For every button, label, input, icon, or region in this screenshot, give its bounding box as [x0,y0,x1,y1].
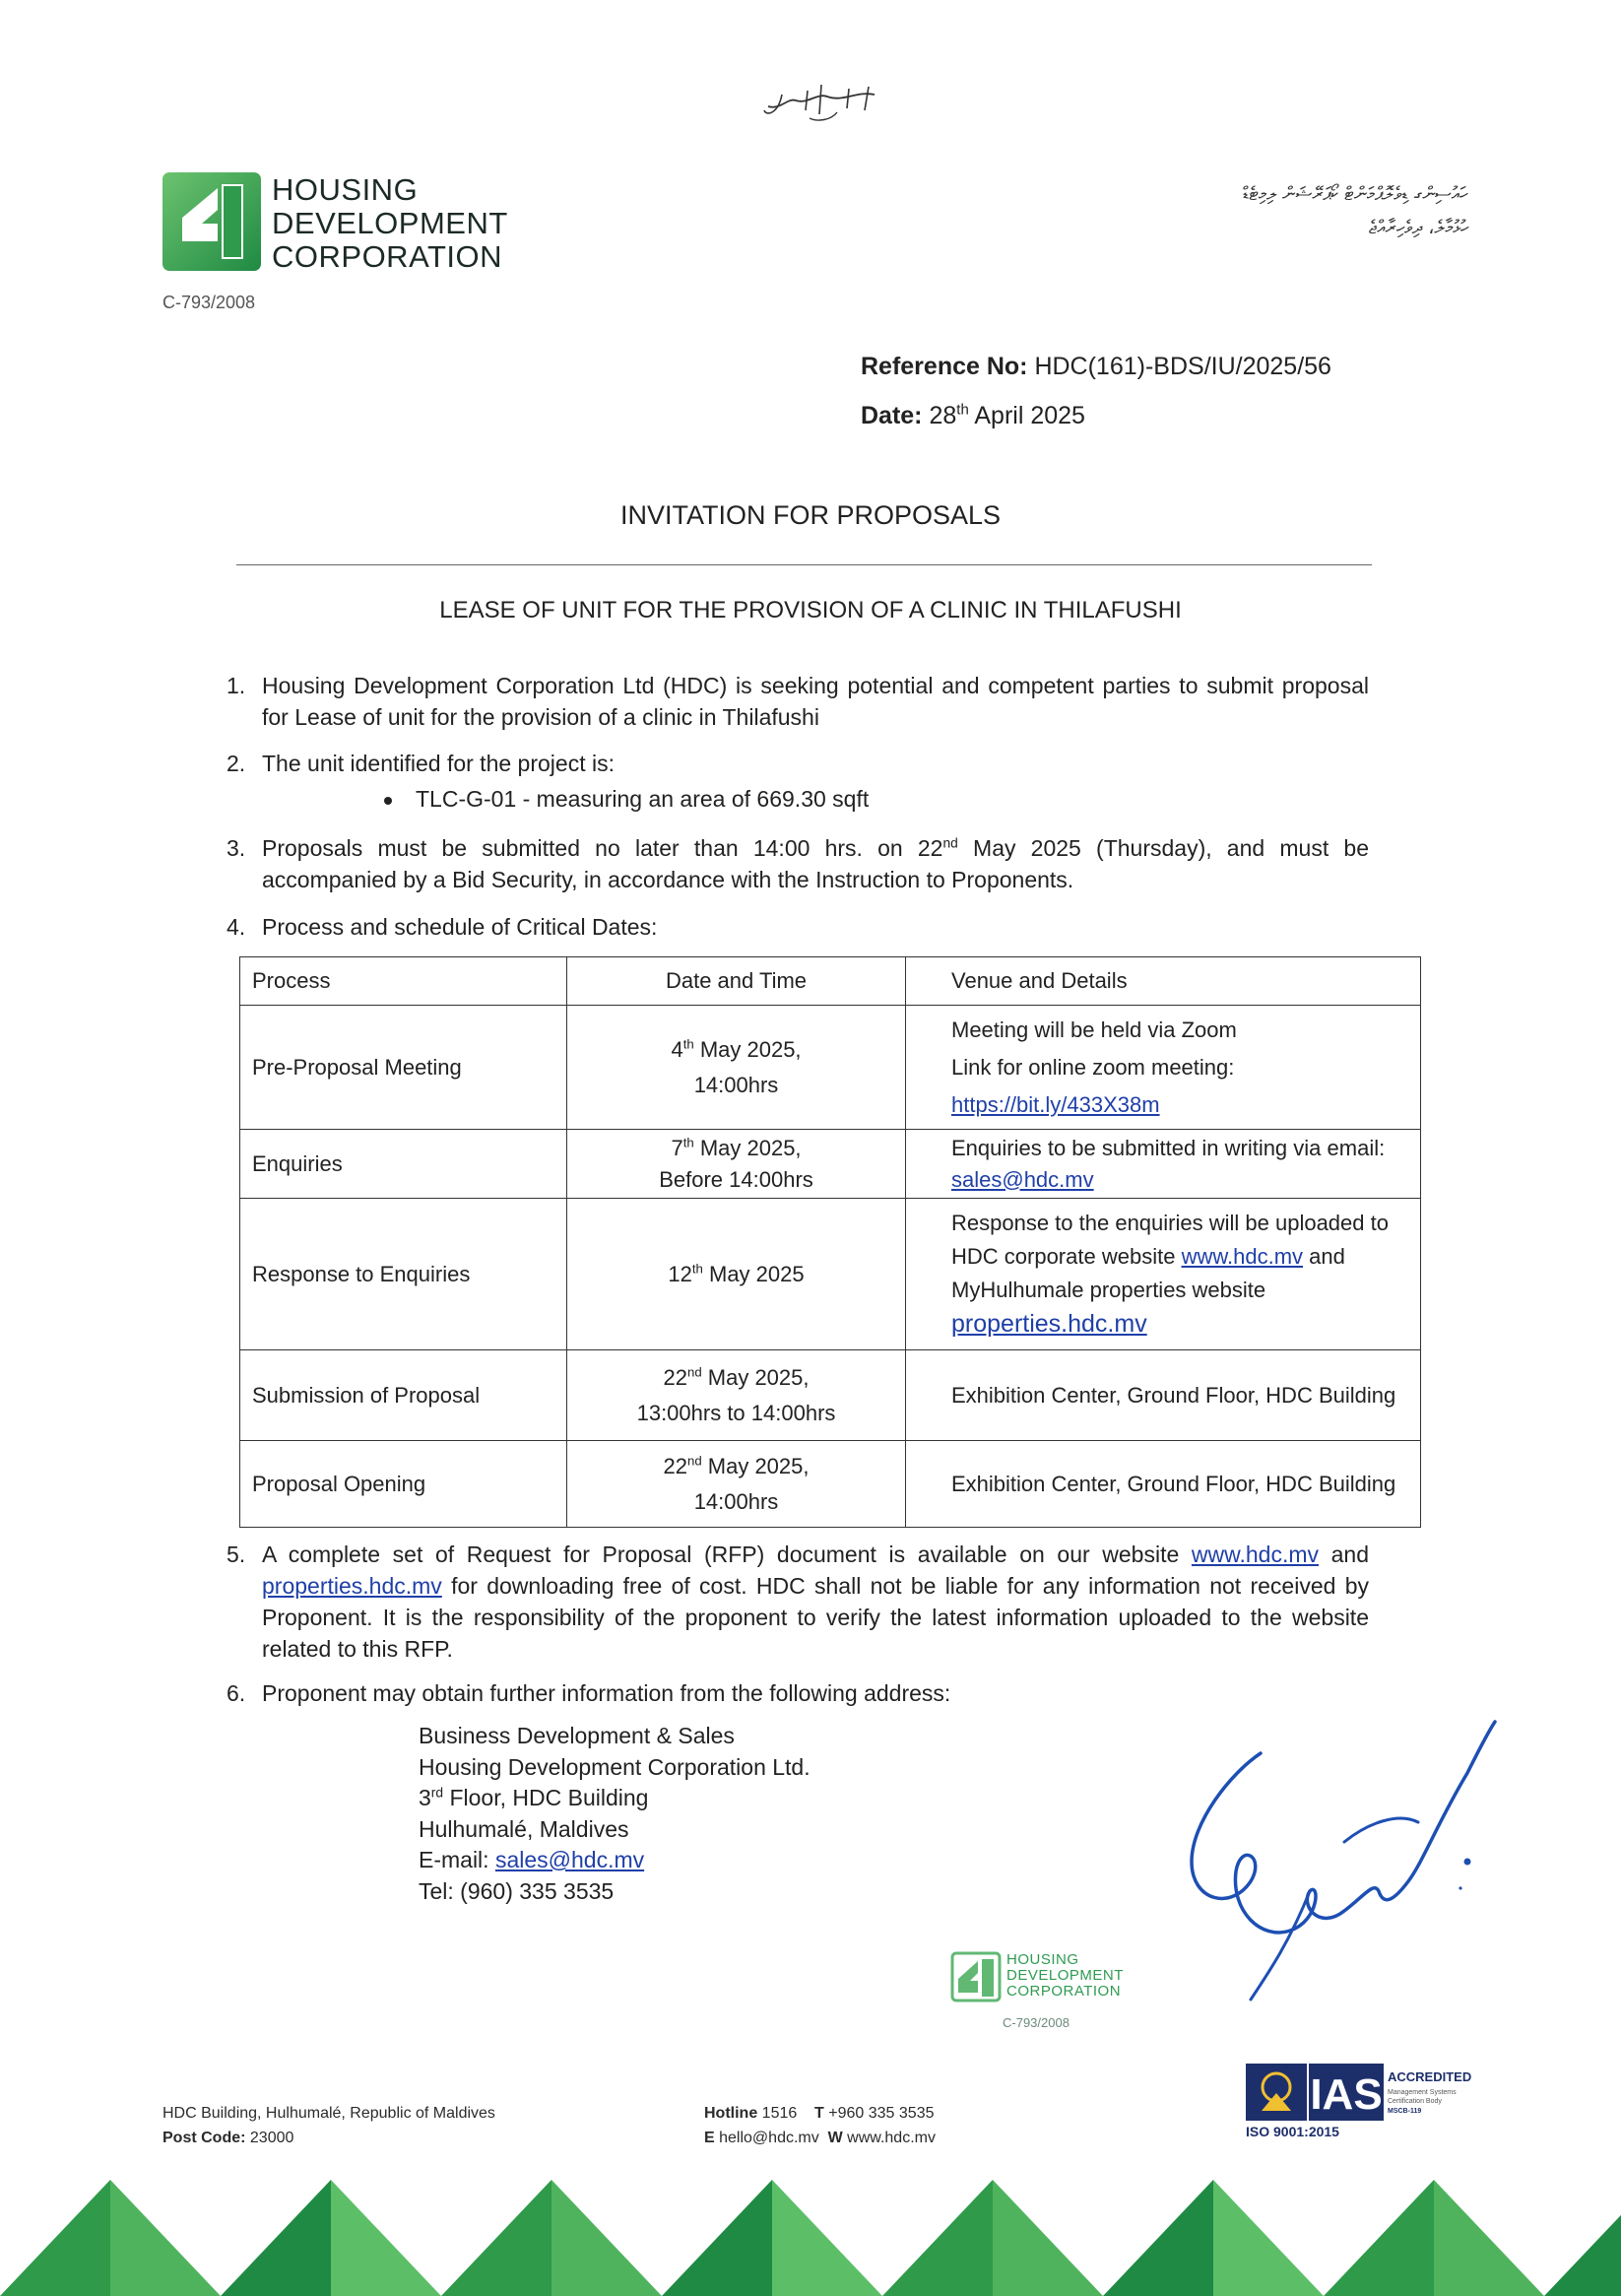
r4-day: 22 [663,1364,687,1390]
item-5-text [262,1539,1369,1665]
properties-link[interactable]: properties.hdc.mv [951,1310,1147,1338]
ias-name: IAS [1310,2070,1383,2119]
footer-contact-line-2 [704,2126,936,2150]
cell-venue [906,1199,1421,1350]
hdc-logo-icon [162,172,261,271]
band-triangle [1434,2180,1544,2296]
item-3-number: 3. [227,835,246,861]
r1-sup: th [682,1036,694,1052]
ias-accreditation-icon [1244,2062,1472,2142]
r3-rest: May 2025 [702,1261,805,1286]
tel-value: +960 335 3535 [823,2105,935,2122]
r3-day: 12 [668,1261,692,1286]
item-5-text-b: and [1319,1542,1370,1567]
band-triangle [993,2180,1103,2296]
r2-day: 7 [671,1135,683,1160]
r2-rest: May 2025, [693,1135,802,1160]
r1-day: 4 [671,1036,683,1062]
r5-time: 14:00hrs [693,1488,779,1514]
table-row [240,1441,1421,1528]
r3-venue-mid: and MyHulhumale properties website [951,1244,1345,1302]
date-label: Date: [861,402,923,429]
iso-label: ISO 9001:2015 [1246,2124,1339,2139]
r3-sup: th [691,1261,703,1277]
footer-contact-line-1 [704,2101,936,2126]
logo-line-1: HOUSING [272,172,419,207]
tel-label: T [814,2105,824,2122]
band-triangle [0,2180,110,2296]
item-1 [227,670,1369,733]
address-floor-sup: rd [430,1785,444,1801]
band-triangle [662,2180,772,2296]
item-5-text-c: for downloading free of cost. HDC shall not be liable for any information not received by Proponent. It is the responsibility of the proponent to verify the latest information uploaded to the website related to this RFP. [262,1573,1369,1662]
band-triangle [551,2180,662,2296]
cell-process: Proposal Opening [240,1441,567,1528]
r2-venue-text: Enquiries to be submitted in writing via email: [951,1135,1386,1160]
cell-venue [906,1130,1421,1199]
cell-process: Enquiries [240,1130,567,1199]
website-link[interactable]: www.hdc.mv [1181,1244,1304,1269]
item-3-text [262,832,1369,895]
table-row [240,1350,1421,1441]
address-floor-rest: Floor, HDC Building [443,1785,649,1810]
cell-venue: Exhibition Center, Ground Floor, HDC Building [906,1441,1421,1528]
reference-value: HDC(161)-BDS/IU/2025/56 [1027,353,1331,380]
address-line-1: Business Development & Sales [419,1723,735,1748]
band-triangle [1324,2180,1434,2296]
cell-process: Response to Enquiries [240,1199,567,1350]
signature-icon [1172,1714,1507,2019]
footer-postcode [162,2126,495,2150]
postcode-value: 23000 [245,2130,294,2146]
r2-time: Before 14:00hrs [659,1166,813,1192]
address-floor-number: 3 [419,1785,431,1810]
hdc-website-link[interactable]: www.hdc.mv [1191,1542,1319,1567]
band-triangle [331,2180,441,2296]
stamp-line-3: CORPORATION [1006,1983,1122,2000]
ias-sub-1: Management Systems [1388,2089,1457,2096]
date-day-suffix: th [956,401,969,419]
table-row [240,1130,1421,1199]
cell-venue: Exhibition Center, Ground Floor, HDC Building [906,1350,1421,1441]
ias-code: MSCB-119 [1388,2108,1422,2115]
item-4 [227,911,1369,943]
address-line-2: Housing Development Corporation Ltd. [419,1753,810,1780]
stamp-wordmark [1006,1952,1124,2000]
reference-number [861,353,1331,381]
item-5 [227,1539,1369,1665]
item-3 [227,832,1369,895]
unit-bullet [384,786,869,813]
cell-date [567,1199,906,1350]
r4-time: 13:00hrs to 14:00hrs [636,1400,836,1425]
unit-bullet-text: TLC-G-01 - measuring an area of 669.30 sqft [416,786,870,812]
band-triangle [110,2180,221,2296]
stamp-registration: C-793/2008 [1003,2015,1070,2030]
footer-address [162,2101,495,2150]
table-header-row [240,957,1421,1006]
title-divider [236,564,1372,565]
band-triangle [772,2180,882,2296]
item-3-text-a: Proposals must be submitted no later than 14:00 hrs. on 22 [262,835,943,861]
r2-sup: th [682,1135,694,1150]
table-row [240,1199,1421,1350]
footer-web: www.hdc.mv [842,2130,936,2146]
web-label: W [827,2130,843,2146]
zoom-link[interactable]: https://bit.ly/433X38m [951,1091,1160,1117]
contact-address [419,1721,810,1907]
cell-process: Submission of Proposal [240,1350,567,1441]
footer-address-line: HDC Building, Hulhumalé, Republic of Maldives [162,2105,495,2122]
document-date [861,402,1085,430]
band-triangle [1213,2180,1324,2296]
address-email-link[interactable]: sales@hdc.mv [494,1847,645,1872]
document-subtitle: LEASE OF UNIT FOR THE PROVISION OF A CLINIC IN THILAFUSHI [439,597,1182,623]
hotline-value: 1516 [757,2105,798,2122]
band-triangle [441,2180,551,2296]
r4-sup: nd [686,1364,702,1380]
schedule-table [239,956,1421,1528]
dhivehi-company-name [1055,177,1468,244]
item-6-text: Proponent may obtain further information from the following address: [262,1680,951,1706]
email-label: E [704,2130,715,2146]
dhivehi-name-line-2: ހުޅުމާލެ، ދިވެހިރާއްޖެ [1368,217,1468,238]
item-1-text: Housing Development Corporation Ltd (HDC) is seeking potential and competent parties to submit proposal for Lease of unit for the provision of a clinic in Thilafushi [262,673,1369,730]
item-5-text-a: A complete set of Request for Proposal (RFP) document is available on our website [262,1542,1192,1567]
band-triangle [1103,2180,1213,2296]
bismillah-calligraphy [758,81,886,128]
table-row [240,1006,1421,1130]
email-link[interactable]: sales@hdc.mv [951,1166,1094,1192]
document-title: INVITATION FOR PROPOSALS [619,500,1002,530]
item-6 [227,1677,1369,1709]
r1-venue-line-2: Link for online zoom meeting: [951,1054,1235,1080]
address-tel: Tel: (960) 335 3535 [419,1877,615,1904]
cell-date [567,1006,906,1130]
item-6-number: 6. [227,1680,246,1706]
item-5-number: 5. [227,1542,246,1567]
footer-contact [704,2101,936,2150]
item-2-number: 2. [227,751,246,776]
r3-venue-text: Response to the enquiries will be uploaded to HDC corporate website [951,1211,1389,1269]
header-process: Process [240,957,567,1006]
item-4-number: 4. [227,914,246,940]
decorative-triangle-band [0,2180,1621,2296]
registration-number: C-793/2008 [162,293,256,312]
item-3-text-b: May 2025 (Thursday), and must be accompanied by a Bid Security, in accordance with the Instruction to Proponents. [262,835,1369,892]
properties-website-link[interactable]: properties.hdc.mv [262,1573,442,1599]
item-4-text: Process and schedule of Critical Dates: [262,914,658,940]
reference-label: Reference No: [861,353,1028,380]
item-1-number: 1. [227,673,246,698]
logo-line-3: CORPORATION [272,239,502,274]
item-2-text: The unit identified for the project is: [262,751,615,776]
hotline-label: Hotline [704,2105,758,2122]
header-venue: Venue and Details [906,957,1421,1006]
date-rest: April 2025 [968,402,1085,429]
footer-email: hello@hdc.mv [714,2130,819,2146]
r4-rest: May 2025, [701,1364,810,1390]
item-2 [227,748,1369,779]
band-triangle [882,2180,993,2296]
bullet-icon [384,797,392,805]
cell-process: Pre-Proposal Meeting [240,1006,567,1130]
r5-day: 22 [663,1453,687,1478]
cell-date [567,1441,906,1528]
address-line-3 [419,1783,810,1814]
stamp-line-2: DEVELOPMENT [1006,1967,1124,1984]
header-date-time: Date and Time [567,957,906,1006]
r1-rest: May 2025, [693,1036,802,1062]
email-label: E-mail: [419,1847,495,1872]
postcode-label: Post Code: [162,2130,246,2146]
cell-date [567,1130,906,1199]
logo-line-2: DEVELOPMENT [272,206,508,240]
hdc-logo-wordmark [272,173,508,274]
address-line-4: Hulhumalé, Maldives [419,1815,629,1842]
ias-accredited: ACCREDITED [1388,2069,1472,2084]
band-triangle [1544,2180,1621,2296]
item-3-sup: nd [942,835,958,851]
r1-venue-line-1: Meeting will be held via Zoom [951,1017,1237,1042]
r5-rest: May 2025, [701,1453,810,1478]
date-day: 28 [922,402,957,429]
r1-time: 14:00hrs [693,1072,779,1097]
cell-venue [906,1006,1421,1130]
dhivehi-name-line-1: ހައުސިންގ ޑިވެލޮޕްމަންޓް ކޯޕަރޭޝަން ލިމިޓެޑް [1242,183,1468,205]
ias-sub-2: Certification Body [1388,2098,1442,2105]
r5-sup: nd [686,1453,702,1469]
stamp-line-1: HOUSING [1006,1951,1079,1968]
band-triangle [221,2180,331,2296]
cell-date [567,1350,906,1441]
address-email [419,1845,810,1876]
